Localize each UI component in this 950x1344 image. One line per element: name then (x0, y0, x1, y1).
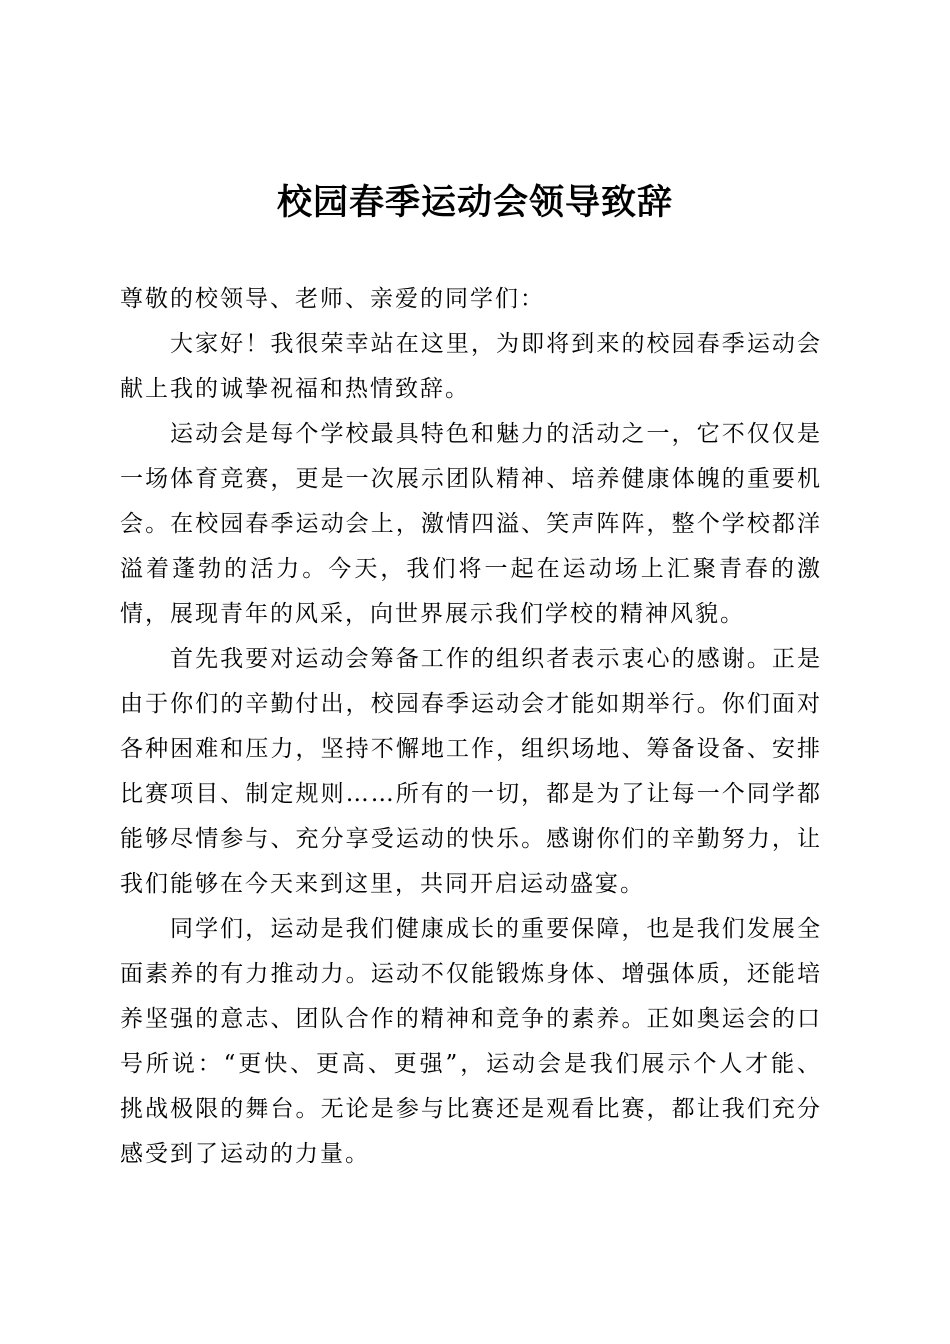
paragraph-1: 大家好！我很荣幸站在这里，为即将到来的校园春季运动会献上我的诚挚祝福和热情致辞。 (120, 331, 822, 402)
paragraph-4: 同学们，运动是我们健康成长的重要保障，也是我们发展全面素养的有力推动力。运动不仅能锻炼身体、增强体质，还能培养坚强的意志、团队合作的精神和竞争的素养。正如奥运会的口号所说：“更快、更高、更强”，运动会是我们展示个人才能、挑战极限的舞台。无论是参与比赛还是观看比赛，都让我们充分感受到了运动的力量。 (120, 916, 822, 1167)
paragraph-2: 运动会是每个学校最具特色和魅力的活动之一，它不仅仅是一场体育竞赛，更是一次展示团队精神、培养健康体魄的重要机会。在校园春季运动会上，激情四溢、笑声阵阵，整个学校都洋溢着蓬勃的活力。今天，我们将一起在运动场上汇聚青春的激情，展现青年的风采，向世界展示我们学校的精神风貌。 (120, 421, 822, 627)
paragraph-3: 首先我要对运动会筹备工作的组织者表示衷心的感谢。正是由于你们的辛勤付出，校园春季运动会才能如期举行。你们面对各种困难和压力，坚持不懈地工作，组织场地、筹备设备、安排比赛项目、制定规则……所有的一切，都是为了让每一个同学都能够尽情参与、充分享受运动的快乐。感谢你们的辛勤努力，让我们能够在今天来到这里，共同开启运动盛宴。 (120, 646, 822, 897)
document-title: 校园春季运动会领导致辞 (276, 182, 673, 223)
salutation: 尊敬的校领导、老师、亲爱的同学们： (120, 286, 545, 312)
document-body (120, 277, 822, 1177)
